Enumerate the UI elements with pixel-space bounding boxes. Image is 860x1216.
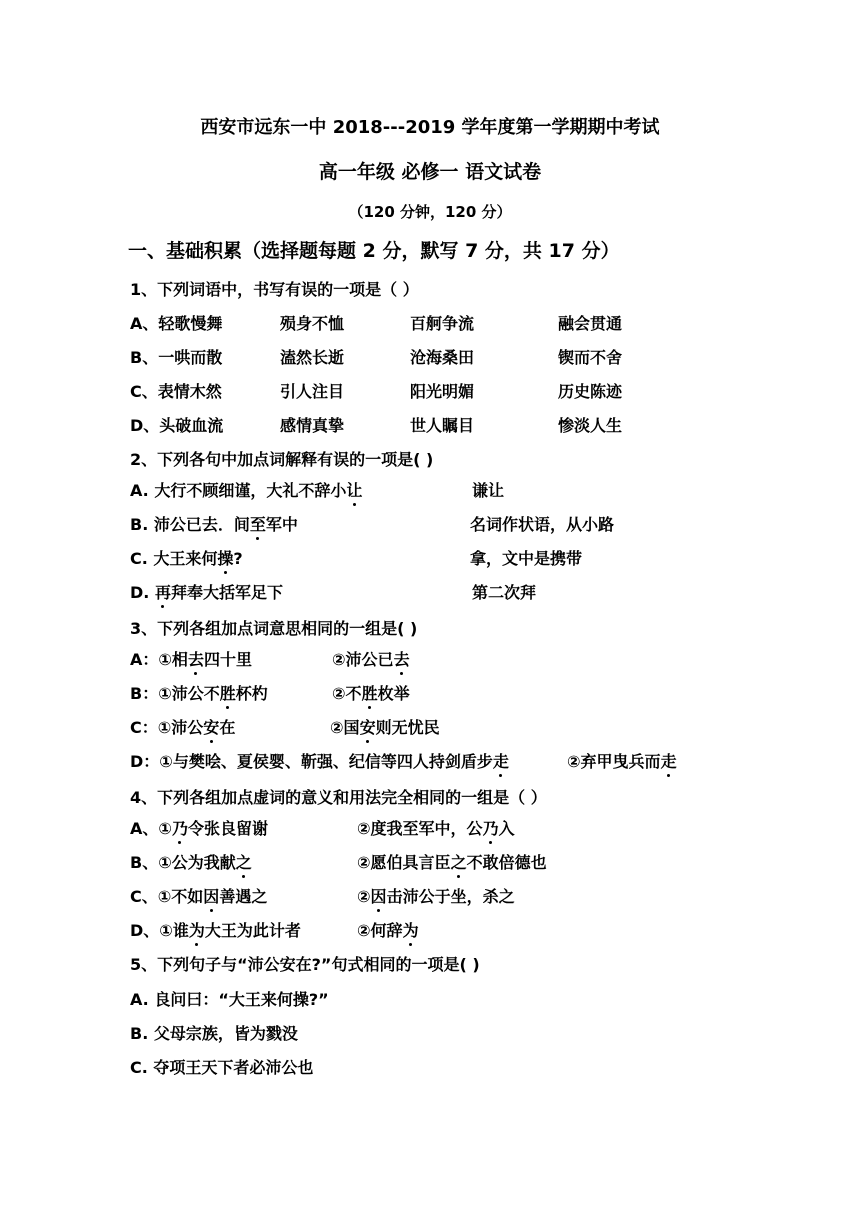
q1-d-col1: D、头破血流: [130, 416, 224, 435]
q2-a-text: A. 大行不顾细谨，大礼不辞小: [130, 481, 347, 500]
q4-option-d-item2: [357, 921, 419, 941]
q3-b1-text: B：①沛公不: [130, 684, 220, 703]
q4-a2-text: ②度我至军中，公: [357, 819, 483, 838]
q3-a1-dotted-word: 去: [187, 650, 204, 669]
q4-option-d-item1: [130, 921, 301, 941]
q3-c2-text: ②国: [330, 718, 360, 737]
q2-c-text-after: ?: [233, 549, 243, 568]
q2-b-text-after: 军中: [265, 515, 298, 534]
q3-b1-text-after: 杯杓: [235, 684, 268, 703]
q4-c2-dotted-word: 因: [370, 887, 387, 906]
q4-b2-text-after: 不敢倍德也: [466, 853, 547, 872]
q4-d1-dotted-word: 为: [188, 921, 205, 940]
q2-a-dotted-word: 让: [346, 481, 363, 500]
q3-a1-text: A：①相: [130, 650, 188, 669]
q1-stem: 1、下列词语中，书写有误的一项是（ ）: [130, 280, 419, 299]
q4-a1-text-after: 令张良留谢: [187, 819, 268, 838]
q3-stem: 3、下列各组加点词意思相同的一组是( ): [130, 619, 418, 638]
q1-c-col2: 引人注目: [280, 382, 345, 401]
q3-d2-dotted-word: 走: [660, 752, 677, 771]
q3-d2-text: ②弃甲曳兵而: [567, 752, 661, 771]
q2-option-c: [130, 549, 243, 569]
q4-option-b-item1: [130, 853, 252, 873]
q4-option-a-item1: [130, 819, 268, 839]
q1-d-col3: 世人瞩目: [410, 416, 475, 435]
q4-b2-text: ②愿伯具言臣: [357, 853, 451, 872]
q2-b-explanation: 名词作状语，从小路: [470, 515, 615, 534]
q3-c1-text: C：①沛公: [130, 718, 204, 737]
q3-c2-dotted-word: 安: [359, 718, 376, 737]
q4-c1-text-after: 善遇之: [219, 887, 268, 906]
q3-d1-text: D：①与樊哙、夏侯婴、靳强、纪信等四人持剑盾步: [130, 752, 493, 771]
q1-b-col4: 锲而不舍: [558, 348, 623, 367]
q4-c2-text-after: 击沛公于坐，杀之: [386, 887, 515, 906]
q2-d-dotted-word: 再: [154, 583, 171, 602]
q1-a-col3: 百舸争流: [410, 314, 475, 333]
q3-d1-dotted-word: 走: [492, 752, 509, 771]
q3-option-b-item1: [130, 684, 268, 704]
q3-option-d-item1: [130, 752, 509, 772]
q3-c2-text-after: 则无忧民: [375, 718, 440, 737]
q4-c1-text: C、①不如: [130, 887, 204, 906]
q4-d1-text: D、①谁: [130, 921, 189, 940]
q4-d2-dotted-word: 为: [402, 921, 419, 940]
q5-stem: 5、下列句子与“沛公安在?”句式相同的一项是( ): [130, 955, 480, 974]
q4-option-c-item1: [130, 887, 267, 907]
q1-b-col3: 沧海桑田: [410, 348, 475, 367]
q3-option-a-item2: [332, 650, 410, 670]
q1-a-col2: 殒身不恤: [280, 314, 345, 333]
q4-stem: 4、下列各组加点虚词的意义和用法完全相同的一组是（ ）: [130, 788, 547, 807]
q2-d-explanation: 第二次拜: [472, 583, 537, 602]
q1-b-col2: 溘然长逝: [280, 348, 345, 367]
q3-b2-dotted-word: 胜: [361, 684, 378, 703]
q4-a2-dotted-word: 乃: [482, 819, 499, 838]
q4-c2-text: ②: [357, 887, 371, 906]
q3-c1-dotted-word: 安: [203, 718, 220, 737]
q4-option-b-item2: [357, 853, 547, 873]
q1-d-col4: 惨淡人生: [558, 416, 623, 435]
exam-subtitle: 高一年级 必修一 语文试卷: [318, 161, 542, 183]
q4-option-c-item2: [357, 887, 515, 907]
q4-d1-text-after: 大王为此计者: [204, 921, 301, 940]
q4-b1-text: B、①公为我献: [130, 853, 236, 872]
q2-d-text: D.: [130, 583, 155, 602]
q2-option-b: [130, 515, 298, 535]
q2-c-text: C. 大王来何: [130, 549, 218, 568]
q3-a2-text: ②沛公已: [332, 650, 394, 669]
q3-b2-text-after: 枚举: [377, 684, 410, 703]
q1-c-col3: 阳光明媚: [410, 382, 475, 401]
q1-b-col1: B、一哄而散: [130, 348, 223, 367]
q3-b1-dotted-word: 胜: [219, 684, 236, 703]
exam-time-score: （120 分钟，120 分）: [348, 203, 512, 221]
q4-b1-dotted-word: 之: [235, 853, 252, 872]
q3-option-b-item2: [332, 684, 410, 704]
section-1-heading: 一、基础积累（选择题每题 2 分，默写 7 分，共 17 分）: [128, 240, 620, 262]
q4-b2-dotted-word: 之: [450, 853, 467, 872]
q2-option-d: [130, 583, 283, 603]
q3-b2-text: ②不: [332, 684, 362, 703]
q1-c-col1: C、表情木然: [130, 382, 222, 401]
q3-option-c-item1: [130, 718, 235, 738]
q1-d-col2: 感情真挚: [280, 416, 345, 435]
q3-c1-text-after: 在: [219, 718, 236, 737]
q4-option-a-item2: [357, 819, 515, 839]
q1-a-col1: A、轻歌慢舞: [130, 314, 223, 333]
q2-a-explanation: 谦让: [472, 481, 505, 500]
exam-title: 西安市远东一中 2018---2019 学年度第一学期期中考试: [200, 117, 660, 138]
q3-a2-dotted-word: 去: [393, 650, 410, 669]
q5-option-a: A. 良问曰：“大王来何操?”: [130, 990, 329, 1009]
q4-a2-text-after: 入: [498, 819, 515, 838]
q3-option-d-item2: [567, 752, 677, 772]
q4-c1-dotted-word: 因: [203, 887, 220, 906]
q4-a1-text: A、①: [130, 819, 172, 838]
q3-a1-text-after: 四十里: [203, 650, 252, 669]
q3-option-c-item2: [330, 718, 440, 738]
q2-stem: 2、下列各句中加点词解释有误的一项是( ): [130, 450, 434, 469]
q4-a1-dotted-word: 乃: [171, 819, 188, 838]
q2-c-dotted-word: 操: [217, 549, 234, 568]
q1-c-col4: 历史陈迹: [558, 382, 623, 401]
q2-b-dotted-word: 至: [249, 515, 266, 534]
q3-option-a-item1: [130, 650, 252, 670]
q2-b-text: B. 沛公已去．间: [130, 515, 250, 534]
q1-a-col4: 融会贯通: [558, 314, 623, 333]
q2-d-text-after: 拜奉大括军足下: [170, 583, 283, 602]
q5-option-b: B. 父母宗族，皆为戮没: [130, 1024, 298, 1043]
q5-option-c: C. 夺项王天下者必沛公也: [130, 1058, 314, 1077]
q2-c-explanation: 拿，文中是携带: [470, 549, 583, 568]
q4-d2-text: ②何辞: [357, 921, 403, 940]
q2-option-a: [130, 481, 362, 501]
